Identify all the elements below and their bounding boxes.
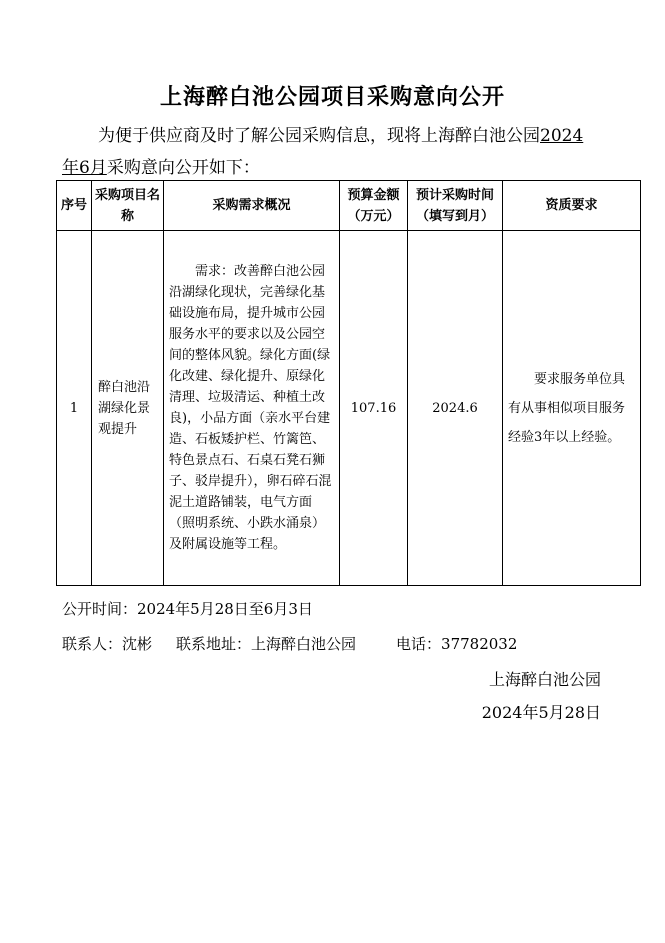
cell-time: 2024.6	[408, 231, 503, 586]
contact-address: 联系地址：上海醉白池公园	[176, 635, 357, 653]
contact-line	[62, 633, 517, 654]
cell-summary: 需求：改善醉白池公园沿湖绿化现状，完善绿化基础设施布局，提升城市公园服务水平的要求以及公园空间的整体风貌。绿化方面(绿化改建、绿化提升、原绿化清理、垃圾清运、种植土改良)，小品方面（亲水平台建造、石板矮护栏、竹篱笆、特色景点石、石桌石凳石狮子、驳岸提升），卵石碎石混泥土道路铺装，电气方面（照明系统、小跌水涌泉）及附属设施等工程。	[164, 231, 340, 586]
intro-paragraph	[62, 120, 622, 184]
cell-seq: 1	[57, 231, 92, 586]
header-seq: 序号	[57, 181, 92, 231]
cell-budget: 107.16	[340, 231, 408, 586]
intro-month: 6月	[79, 158, 107, 178]
header-summary: 采购需求概况	[164, 181, 340, 231]
header-time: 预计采购时间（填写到月）	[408, 181, 503, 231]
header-name: 采购项目名称	[92, 181, 164, 231]
signature-org: 上海醉白池公园	[488, 670, 601, 689]
table-header-row	[57, 181, 641, 231]
intro-text-b: 采购意向公开如下：	[106, 158, 260, 178]
header-budget: 预算金额（万元）	[340, 181, 408, 231]
page-title: 上海醉白池公园项目采购意向公开	[159, 84, 505, 110]
contact-person: 联系人：沈彬	[62, 635, 153, 653]
publish-time: 公开时间：2024年5月28日至6月3日	[62, 600, 313, 618]
header-qualification: 资质要求	[503, 181, 641, 231]
contact-phone: 电话：37782032	[396, 635, 518, 653]
table-row	[57, 231, 641, 586]
intro-text-a: 为便于供应商及时了解公园采购信息，现将上海醉白池公园	[98, 126, 540, 146]
cell-qualification: 要求服务单位具有从事相似项目服务经验3年以上经验。	[503, 231, 641, 586]
intro-year: 2024	[540, 126, 584, 146]
procurement-table	[56, 180, 641, 586]
intro-year-suffix: 年	[62, 158, 79, 178]
cell-name: 醉白池沿湖绿化景观提升	[92, 231, 164, 586]
signature-date: 2024年5月28日	[481, 703, 601, 722]
